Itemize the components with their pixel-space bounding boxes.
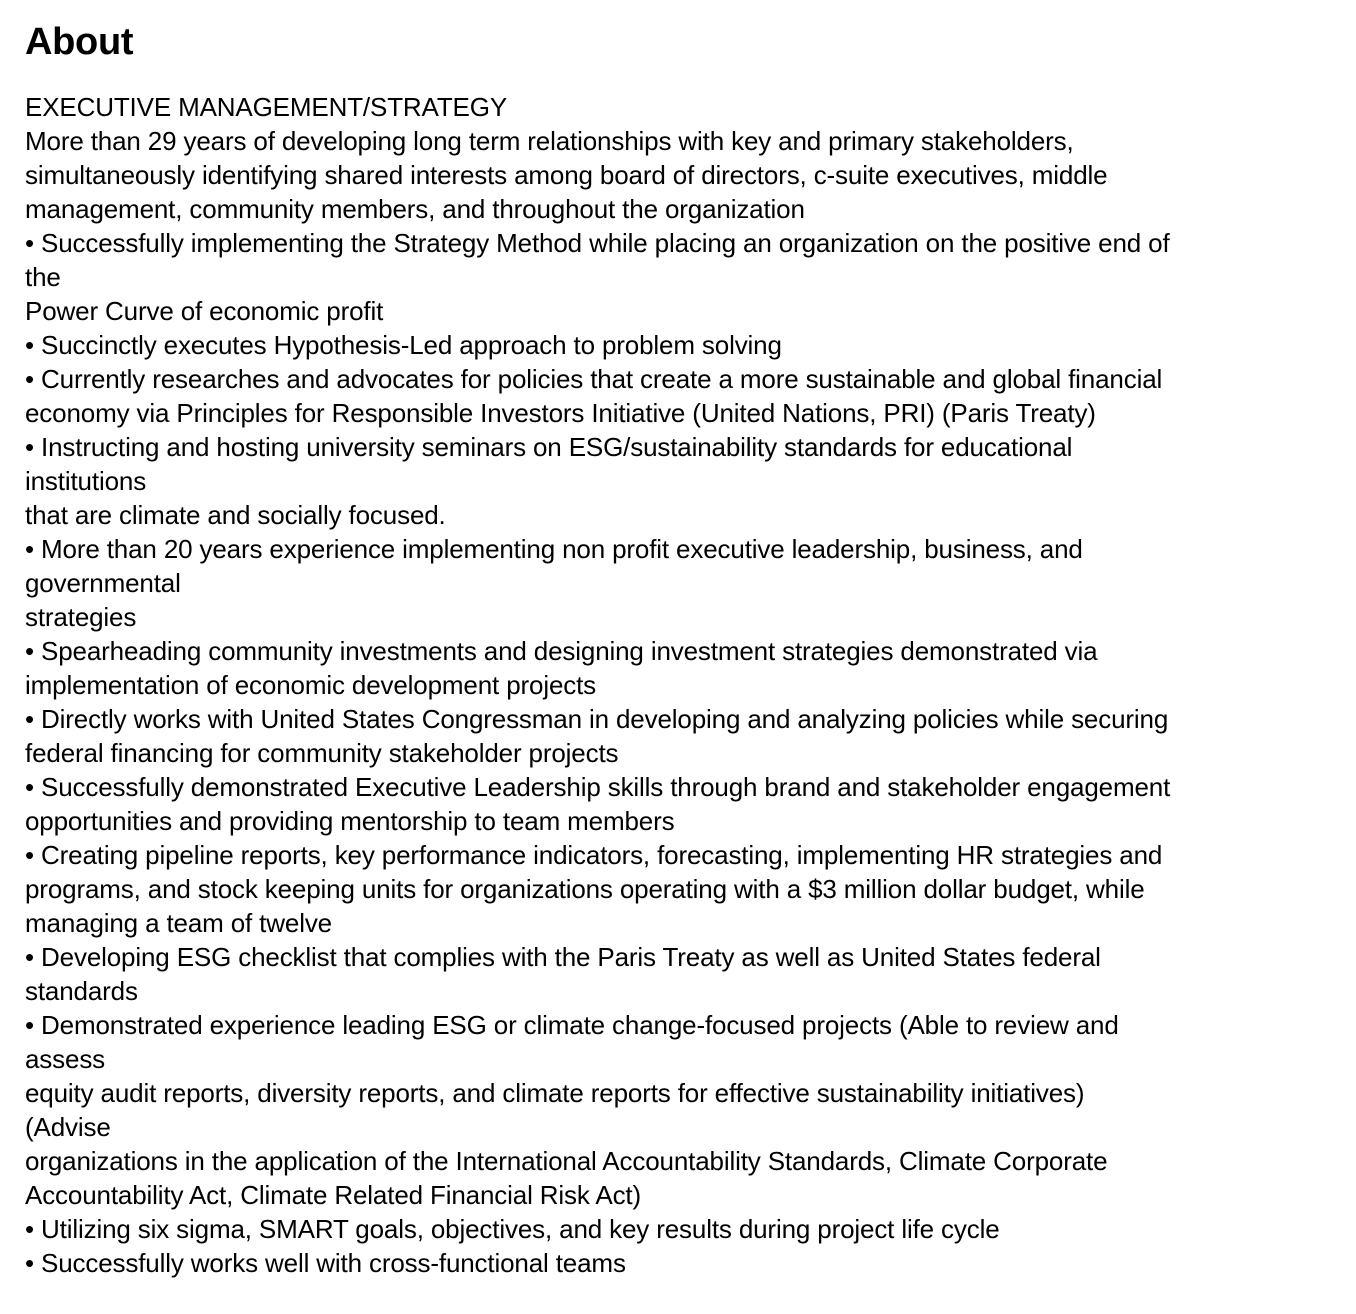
about-line: strategies [25,602,137,632]
about-heading: About [25,21,134,63]
about-line: EXECUTIVE MANAGEMENT/STRATEGY [25,92,508,122]
about-line: governmental [25,568,181,598]
about-line: management, community members, and throughout the organization [25,194,805,224]
about-line: • Creating pipeline reports, key performance indicators, forecasting, implementing HR strategies and [25,840,1163,870]
about-line: programs, and stock keeping units for organizations operating with a $3 million dollar budget, while [25,874,1145,904]
about-line: implementation of economic development projects [25,670,597,700]
about-line: • Spearheading community investments and designing investment strategies demonstrated via [25,636,1098,666]
about-line: More than 29 years of developing long term relationships with key and primary stakeholders, [25,126,1074,156]
about-line: managing a team of twelve [25,908,332,938]
about-line: • Developing ESG checklist that complies with the Paris Treaty as well as United States federal [25,942,1101,972]
about-line: • Utilizing six sigma, SMART goals, objectives, and key results during project life cycle [25,1214,1000,1244]
about-section [25,18,1345,1280]
about-line: Power Curve of economic profit [25,296,384,326]
about-line: institutions [25,466,147,496]
about-line: opportunities and providing mentorship to team members [25,806,675,836]
about-line: • Successfully implementing the Strategy Method while placing an organization on the positive end of [25,228,1170,258]
about-line: that are climate and socially focused. [25,500,446,530]
about-line: • Directly works with United States Congressman in developing and analyzing policies while securing [25,704,1169,734]
about-line: simultaneously identifying shared interests among board of directors, c-suite executives, middle [25,160,1108,190]
about-line: economy via Principles for Responsible Investors Initiative (United Nations, PRI) (Paris Treaty) [25,398,1096,428]
about-line: equity audit reports, diversity reports, and climate reports for effective sustainability initiatives) [25,1078,1085,1108]
about-line: the [25,262,61,292]
about-line: Accountability Act, Climate Related Financial Risk Act) [25,1180,642,1210]
about-line: standards [25,976,138,1006]
about-line: assess [25,1044,106,1074]
about-line: (Advise [25,1112,111,1142]
about-line: • Successfully works well with cross-functional teams [25,1248,626,1278]
about-line: • Demonstrated experience leading ESG or climate change-focused projects (Able to review and [25,1010,1119,1040]
about-line: • Successfully demonstrated Executive Leadership skills through brand and stakeholder engagement [25,772,1171,802]
about-line: organizations in the application of the International Accountability Standards, Climate Corporate [25,1146,1108,1176]
about-line: • More than 20 years experience implementing non profit executive leadership, business, and [25,534,1083,564]
about-line: federal financing for community stakeholder projects [25,738,619,768]
about-line: • Instructing and hosting university seminars on ESG/sustainability standards for educational [25,432,1073,462]
about-line: • Succinctly executes Hypothesis-Led approach to problem solving [25,330,782,360]
about-line: • Currently researches and advocates for policies that create a more sustainable and global financial [25,364,1163,394]
about-body [25,90,1345,1280]
